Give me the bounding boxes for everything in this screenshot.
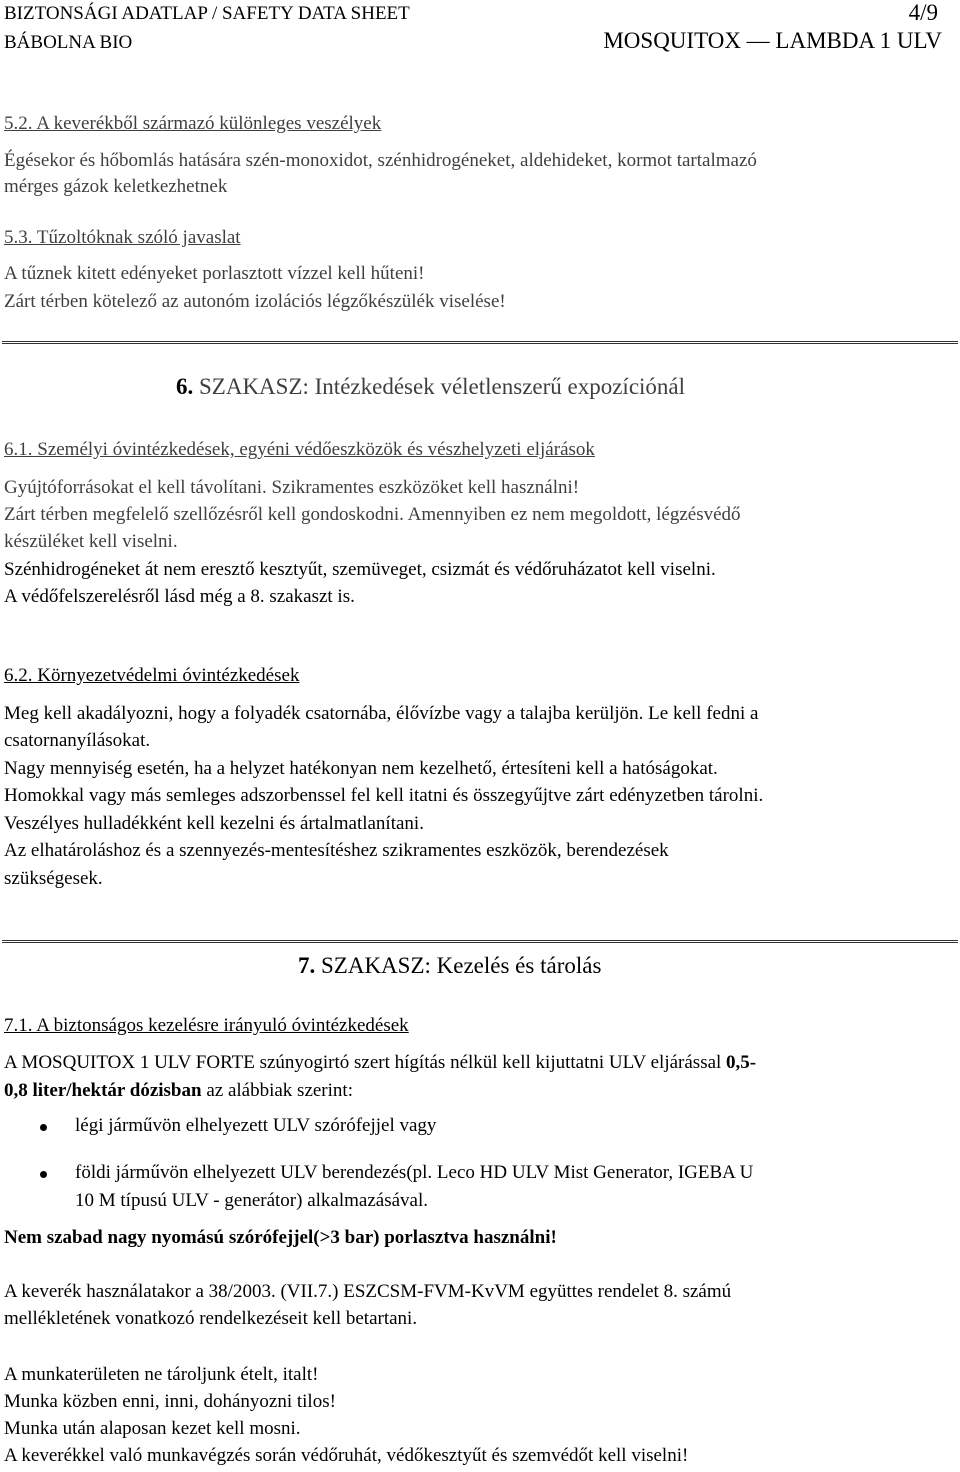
company-name: BÁBOLNA BIO xyxy=(4,32,133,53)
hygiene-line: Munka közben enni, inni, dohányozni tilos! xyxy=(4,1391,336,1412)
product-name: MOSQUITOX — LAMBDA 1 ULV xyxy=(603,28,942,53)
section-6-2-line: csatornanyílásokat. xyxy=(4,730,151,751)
section-7-number: 7. xyxy=(298,953,316,978)
section-5-3-heading: 5.3. Tűzoltóknak szóló javaslat xyxy=(4,227,241,248)
warning-text: Nem szabad nagy nyomású szórófejjel(>3 bar) porlasztva használni! xyxy=(4,1227,557,1248)
section-6-heading xyxy=(176,374,685,400)
section-6-2-line: Nagy mennyiség esetén, ha a helyzet hatékonyan nem kezelhető, értesíteni kell a hatóságokat. xyxy=(4,758,718,779)
page-number: 4/9 xyxy=(908,0,938,25)
section-7-heading xyxy=(298,953,601,979)
regulation-line: mellékletének vonatkozó rendelkezéseit kell betartani. xyxy=(4,1308,418,1329)
section-6-2-line: Homokkal vagy más semleges adszorbenssel fel kell itatni és összegyűjtve zárt edényzetben tárolni. xyxy=(4,785,764,806)
document-title: BIZTONSÁGI ADATLAP / SAFETY DATA SHEET xyxy=(4,3,410,24)
hygiene-line: A munkaterületen ne tároljunk ételt, italt! xyxy=(4,1364,319,1385)
section-7-1-intro-line xyxy=(4,1078,353,1104)
section-5-3-line: Zárt térben kötelező az autonóm izolációs légzőkészülék viselése! xyxy=(4,291,506,312)
section-6-2-line: Veszélyes hulladékként kell kezelni és ártalmatlanítani. xyxy=(4,813,424,834)
section-6-2-line: szükségesek. xyxy=(4,868,103,889)
section-5-3-line: A tűznek kitett edényeket porlasztott vízzel kell hűteni! xyxy=(4,263,425,284)
section-6-2-line: Meg kell akadályozni, hogy a folyadék csatornába, élővízbe vagy a talajba kerüljön. Le kell fedni a xyxy=(4,703,759,724)
bullet-item: földi járművön elhelyezett ULV berendezés(pl. Leco HD ULV Mist Generator, IGEBA U xyxy=(75,1162,754,1183)
bullet-icon xyxy=(40,1124,47,1131)
dose-text: 0,5- xyxy=(726,1052,757,1073)
intro-text: A MOSQUITOX 1 ULV FORTE szúnyogirtó szert hígítás nélkül kell kijuttatni ULV eljárással xyxy=(4,1052,722,1073)
bullet-item: légi járművön elhelyezett ULV szórófejjel vagy xyxy=(75,1115,437,1136)
hygiene-line: Munka után alaposan kezet kell mosni. xyxy=(4,1418,301,1439)
section-6-1-heading: 6.1. Személyi óvintézkedések, egyéni védőeszközök és vészhelyzeti eljárások xyxy=(4,439,595,460)
bullet-item-continuation: 10 M típusú ULV - generátor) alkalmazásával. xyxy=(75,1190,428,1211)
section-6-1-line: Szénhidrogéneket át nem eresztő kesztyűt, szemüveget, csizmát és védőruházatot kell viselni. xyxy=(4,559,716,580)
section-5-2-heading: 5.2. A keverékből származó különleges veszélyek xyxy=(4,113,382,134)
section-6-title: SZAKASZ: Intézkedések véletlenszerű expozíciónál xyxy=(199,374,686,399)
section-7-title: SZAKASZ: Kezelés és tárolás xyxy=(321,953,602,978)
section-6-1-line: Gyújtóforrásokat el kell távolítani. Szikramentes eszközöket kell használni! xyxy=(4,477,580,498)
section-divider xyxy=(2,940,958,944)
section-7-1-heading: 7.1. A biztonságos kezelésre irányuló óvintézkedések xyxy=(4,1015,409,1036)
section-6-1-line: készüléket kell viselni. xyxy=(4,531,178,552)
section-5-2-line: Égésekor és hőbomlás hatására szén-monoxidot, szénhidrogéneket, aldehideket, kormot tartalmazó xyxy=(4,150,757,171)
section-7-1-intro-line xyxy=(4,1050,756,1076)
section-5-2-line: mérges gázok keletkezhetnek xyxy=(4,176,228,197)
bullet-icon xyxy=(40,1171,47,1178)
section-6-1-line: Zárt térben megfelelő szellőzésről kell gondoskodni. Amennyiben ez nem megoldott, légzésvédő xyxy=(4,504,741,525)
section-6-2-heading: 6.2. Környezetvédelmi óvintézkedések xyxy=(4,665,300,686)
intro-text: az alábbiak szerint: xyxy=(206,1080,353,1101)
dose-text: 0,8 liter/hektár dózisban xyxy=(4,1080,202,1101)
section-6-1-line: A védőfelszerelésről lásd még a 8. szakaszt is. xyxy=(4,586,355,607)
section-6-number: 6. xyxy=(176,374,194,399)
section-divider xyxy=(2,341,958,345)
section-6-2-line: Az elhatároláshoz és a szennyezés-mentesítéshez szikramentes eszközök, berendezések xyxy=(4,840,669,861)
regulation-line: A keverék használatakor a 38/2003. (VII.7.) ESZCSM-FVM-KvVM együttes rendelet 8. számú xyxy=(4,1281,732,1302)
hygiene-line: A keverékkel való munkavégzés során védőruhát, védőkesztyűt és szemvédőt kell viselni! xyxy=(4,1445,689,1466)
